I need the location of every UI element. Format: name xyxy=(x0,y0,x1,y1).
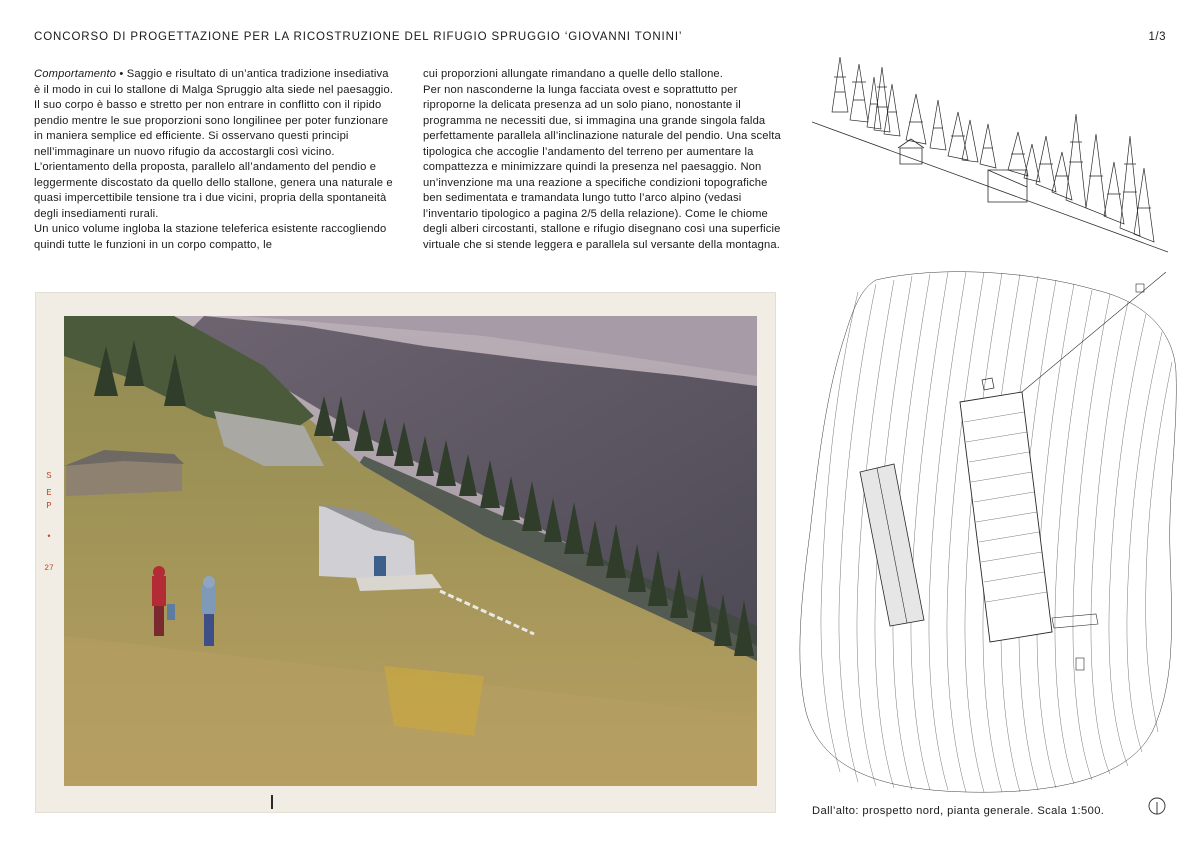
north-elevation-drawing xyxy=(812,52,1168,270)
paragraph xyxy=(34,67,394,160)
paragraph-text: • Saggio e risultato di un’antica tradizione insediativa è il modo in cui lo stallone di Malga Spruggio alta siede nel paesaggio. Il suo corpo è basso e stretto per non entrare in conflitto con il ripido pendio mentre le sue proporzioni sono longilinee per poter funzionare in maniera semplice ed efficiente. Si osservano questi principi nell’immaginare un nuovo rifugio da accostargli così vicino. xyxy=(34,68,394,158)
text-column-right xyxy=(423,67,783,253)
drawing-caption: Dall’alto: prospetto nord, pianta generale. Scala 1:500. xyxy=(812,805,1105,817)
paragraph: Un unico volume ingloba la stazione teleferica esistente raccogliendo quindi tutte le funzioni in un corpo compatto, le xyxy=(34,223,387,251)
site-plan-drawing xyxy=(796,262,1182,798)
paragraph: Per non nasconderne la lunga facciata ovest e soprattutto per riproporne la delicata presenza ad un solo piano, nonostante il programma ne necessiti due, si immagina una grande singola falda perfettamente parallela all’inclinazione naturale del pendio. Una scelta tipologica che accoglie l’andamento del terreno per aumentare la compattezza e minimizzare quindi la presenza nel paesaggio. Non un’invenzione ma una reazione a specifiche condizioni topografiche ben sedimentata e tramandata lungo tutto l’arco alpino (vedasi l’inventario tipologico a pagina 2/5 della relazione). Come le chiome degli alberi circostanti, stallone e rifugio disegnano così una superficie virtuale che si stende leggera e parallela sul versante della montagna. xyxy=(423,83,781,251)
section-lead: Comportamento xyxy=(34,68,117,80)
north-arrow-icon xyxy=(1148,797,1166,815)
photo-edge-mark xyxy=(271,795,273,809)
photo-date-stamp: S E P • 27 xyxy=(44,471,54,573)
text-column-left xyxy=(34,67,394,253)
paragraph: cui proporzioni allungate rimandano a quelle dello stallone. xyxy=(423,68,724,80)
paragraph: L’orientamento della proposta, parallelo all’andamento del pendio e leggermente discostato da quello dello stallone, genera una naturale e quasi impercettibile tensione tra i due vicini, propria della spontaneità degli insediamenti rurali. xyxy=(34,161,393,220)
landscape-photo xyxy=(64,316,757,786)
page-number: 1/3 xyxy=(1148,31,1166,43)
page-title: CONCORSO DI PROGETTAZIONE PER LA RICOSTRUZIONE DEL RIFUGIO SPRUGGIO ‘GIOVANNI TONINI’ xyxy=(34,31,683,43)
